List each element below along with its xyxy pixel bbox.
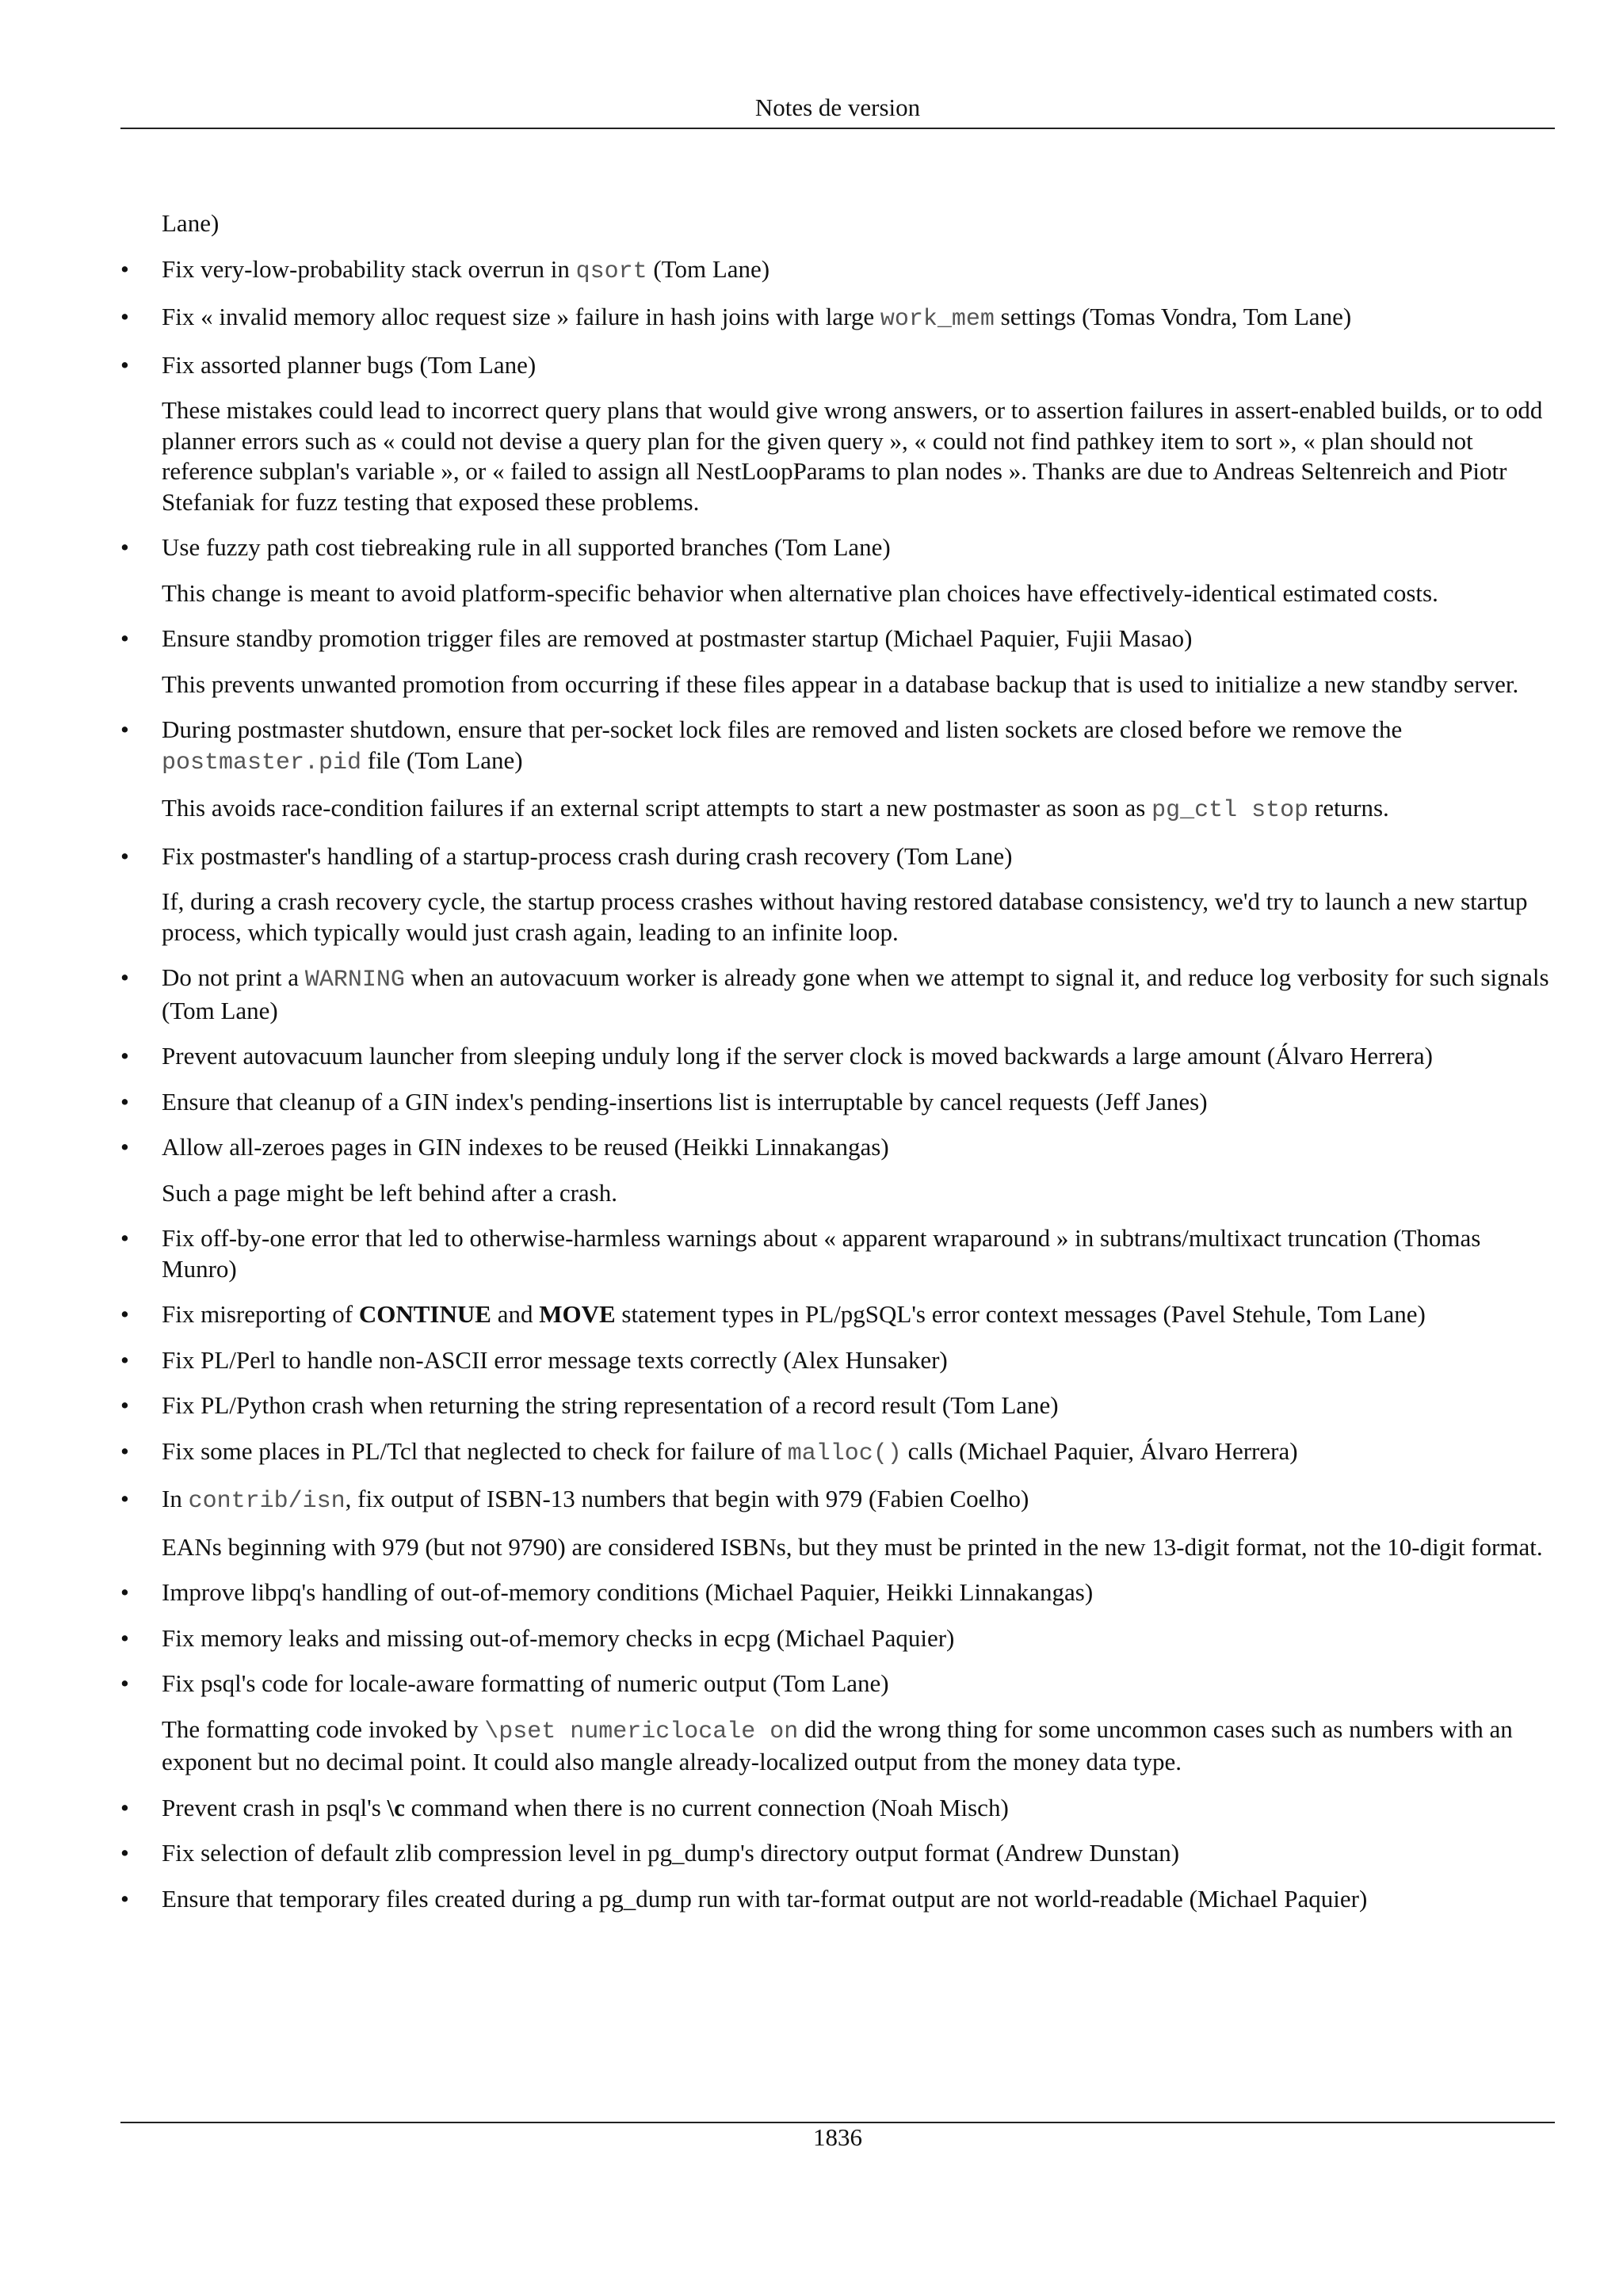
inline-code: WARNING — [304, 967, 405, 994]
bold-term: CONTINUE — [358, 1300, 491, 1328]
text-run: and — [491, 1300, 540, 1328]
inline-code: contrib/isn — [188, 1488, 346, 1515]
item-title — [162, 1669, 1555, 1699]
bullet-icon: • — [120, 1884, 129, 1913]
text-run: Ensure standby promotion trigger files are removed at postmaster startup (Michael Paquier, Fujii Masao) — [162, 624, 1193, 652]
bullet-icon: • — [120, 963, 129, 991]
list-item — [120, 715, 1555, 826]
list-item — [120, 1793, 1555, 1824]
item-description — [162, 793, 1555, 826]
list-item — [120, 841, 1555, 948]
bold-term: \c — [387, 1793, 405, 1821]
header-rule — [120, 128, 1555, 129]
text-run: Fix psql's code for locale-aware formatting of numeric output (Tom Lane) — [162, 1669, 889, 1697]
page-number: 1836 — [813, 2123, 862, 2151]
list-item — [120, 1345, 1555, 1376]
inline-code: postmaster.pid — [162, 749, 362, 776]
bold-term: MOVE — [539, 1300, 616, 1328]
item-title — [162, 841, 1555, 872]
release-notes-list — [120, 254, 1555, 1915]
text-run: Fix PL/Python crash when returning the string representation of a record result (Tom Lane) — [162, 1391, 1059, 1419]
text-run: Fix off-by-one error that led to otherwise-harmless warnings about « apparent wraparound » in subtrans/multixact truncation (Thomas Munro) — [162, 1224, 1481, 1283]
item-title — [162, 1884, 1555, 1915]
inline-code: pg_ctl stop — [1151, 797, 1309, 824]
bullet-icon: • — [120, 1578, 129, 1606]
bullet-icon: • — [120, 1436, 129, 1465]
item-title — [162, 1577, 1555, 1608]
bullet-icon: • — [120, 254, 129, 283]
text-run: The formatting code invoked by — [162, 1714, 485, 1743]
item-description — [162, 669, 1555, 700]
item-description — [162, 1178, 1555, 1209]
bullet-icon: • — [120, 1133, 129, 1161]
text-run: Fix assorted planner bugs (Tom Lane) — [162, 350, 537, 379]
item-title — [162, 532, 1555, 563]
text-run: In — [162, 1485, 189, 1512]
bullet-icon: • — [120, 624, 129, 652]
list-item — [120, 963, 1555, 1026]
text-run: Fix very-low-probability stack overrun in — [162, 254, 576, 283]
text-run: Ensure that cleanup of a GIN index's pending-insertions list is interruptable by cancel requests (Jeff Janes) — [162, 1087, 1208, 1116]
list-item — [120, 1838, 1555, 1869]
text-run: Fix PL/Perl to handle non-ASCII error message texts correctly (Alex Hunsaker) — [162, 1345, 948, 1374]
bullet-icon: • — [120, 1391, 129, 1419]
text-run: Fix some places in PL/Tcl that neglected to check for failure of — [162, 1436, 788, 1465]
item-description — [162, 887, 1555, 948]
list-item — [120, 1884, 1555, 1915]
item-description — [162, 1714, 1555, 1778]
item-title — [162, 1132, 1555, 1163]
bullet-icon: • — [120, 1224, 129, 1252]
text-run: (Tom Lane) — [647, 254, 770, 283]
list-item — [120, 1484, 1555, 1562]
list-item — [120, 254, 1555, 288]
text-run: If, during a crash recovery cycle, the startup process crashes without having restored database consistency, we'd try to launch a new startup process, which typically would just crash again, leading to an infinite loop. — [162, 887, 1528, 946]
item-title — [162, 1299, 1555, 1330]
text-run: This avoids race-condition failures if an external script attempts to start a new postmaster as soon as — [162, 794, 1152, 822]
bullet-icon: • — [120, 1087, 129, 1116]
text-run: Fix misreporting of — [162, 1300, 359, 1328]
item-description — [162, 1532, 1555, 1563]
text-run: Prevent autovacuum launcher from sleeping unduly long if the server clock is moved backwards a large amount (Álvaro Herrera) — [162, 1042, 1433, 1070]
item-title — [162, 1041, 1555, 1072]
item-description — [162, 578, 1555, 609]
text-run: This prevents unwanted promotion from occurring if these files appear in a database backup that is used to initialize a new standby server. — [162, 669, 1519, 698]
item-title — [162, 1345, 1555, 1376]
list-item — [120, 1041, 1555, 1072]
item-title — [162, 1436, 1555, 1470]
item-title — [162, 963, 1555, 1026]
item-description — [162, 395, 1555, 517]
list-item — [120, 1223, 1555, 1284]
item-title — [162, 1793, 1555, 1824]
text-run: These mistakes could lead to incorrect query plans that would give wrong answers, or to assertion failures in assert-enabled builds, or to odd planner errors such as « could not devise a query plan for the given query », « could not find pathkey item to sort », « plan should not reference subplan's variable », or « failed to assign all NestLoopParams to plan nodes ». Thanks are due to Andreas Seltenreich and Piotr Stefaniak for fuzz testing that exposed these problems. — [162, 396, 1543, 516]
text-run: settings (Tomas Vondra, Tom Lane) — [994, 303, 1352, 330]
item-title — [162, 254, 1555, 288]
list-item — [120, 302, 1555, 335]
release-notes-content — [120, 208, 1555, 1929]
text-run: when an autovacuum worker is already gone when we attempt to signal it, and reduce log verbosity for such signals (Tom Lane) — [162, 963, 1549, 1024]
bullet-icon: • — [120, 1839, 129, 1867]
text-run: Improve libpq's handling of out-of-memory conditions (Michael Paquier, Heikki Linnakangas) — [162, 1578, 1094, 1606]
bullet-icon: • — [120, 1623, 129, 1652]
list-item — [120, 624, 1555, 700]
text-run: Allow all-zeroes pages in GIN indexes to be reused (Heikki Linnakangas) — [162, 1133, 889, 1161]
bullet-icon: • — [120, 303, 129, 330]
item-title — [162, 1390, 1555, 1421]
item-title — [162, 1838, 1555, 1869]
text-run: EANs beginning with 979 (but not 9790) are considered ISBNs, but they must be printed in the new 13-digit format, not the 10-digit format. — [162, 1532, 1543, 1561]
text-run: , fix output of ISBN-13 numbers that begin with 979 (Fabien Coelho) — [345, 1485, 1029, 1512]
item-title — [162, 1223, 1555, 1284]
text-run: Prevent crash in psql's — [162, 1793, 388, 1821]
text-run: calls (Michael Paquier, Álvaro Herrera) — [901, 1436, 1298, 1465]
text-run: Use fuzzy path cost tiebreaking rule in all supported branches (Tom Lane) — [162, 533, 891, 561]
bullet-icon: • — [120, 841, 129, 870]
bullet-icon: • — [120, 1042, 129, 1070]
text-run: did the wrong thing for some uncommon cases such as numbers with an exponent but no decimal point. It could also mangle already-localized output from the money data type. — [162, 1714, 1513, 1775]
text-run: Fix memory leaks and missing out-of-memory checks in ecpg (Michael Paquier) — [162, 1623, 955, 1652]
item-title — [162, 350, 1555, 381]
inline-code: malloc() — [787, 1440, 902, 1467]
list-item — [120, 1623, 1555, 1654]
text-run: file (Tom Lane) — [361, 746, 523, 774]
page-header: Notes de version — [754, 93, 921, 121]
bullet-icon: • — [120, 350, 129, 379]
text-run: command when there is no current connection (Noah Misch) — [404, 1793, 1009, 1821]
text-run: returns. — [1308, 794, 1389, 822]
text-run: Fix postmaster's handling of a startup-process crash during crash recovery (Tom Lane) — [162, 841, 1013, 870]
list-item — [120, 1390, 1555, 1421]
item-title — [162, 1087, 1555, 1118]
inline-code: qsort — [575, 257, 647, 285]
bullet-icon: • — [120, 1485, 129, 1512]
list-item — [120, 1132, 1555, 1208]
inline-code: \pset numericlocale on — [484, 1718, 799, 1745]
item-title — [162, 1623, 1555, 1654]
bullet-icon: • — [120, 1669, 129, 1697]
list-item — [120, 350, 1555, 518]
item-title — [162, 302, 1555, 335]
text-run: Such a page might be left behind after a crash. — [162, 1178, 617, 1207]
bullet-icon: • — [120, 1300, 129, 1328]
text-run: Ensure that temporary files created during a pg_dump run with tar-format output are not world-readable (Michael Paquier) — [162, 1884, 1368, 1913]
list-item — [120, 1577, 1555, 1608]
text-run: During postmaster shutdown, ensure that per-socket lock files are removed and listen sockets are closed before we remove the — [162, 715, 1403, 743]
text-run: Fix selection of default zlib compression level in pg_dump's directory output format (Andrew Dunstan) — [162, 1839, 1180, 1867]
item-title — [162, 624, 1555, 654]
list-item — [120, 532, 1555, 608]
item-title — [162, 1484, 1555, 1517]
inline-code: work_mem — [880, 306, 995, 333]
text-run: Do not print a — [162, 963, 305, 991]
list-item — [120, 1669, 1555, 1778]
continuation-text: Lane) — [162, 209, 220, 237]
list-item — [120, 1299, 1555, 1330]
bullet-icon: • — [120, 1345, 129, 1374]
list-item — [120, 1087, 1555, 1118]
bullet-icon: • — [120, 1793, 129, 1821]
list-item — [120, 1436, 1555, 1470]
item-title — [162, 715, 1555, 778]
bullet-icon: • — [120, 715, 129, 743]
text-run: statement types in PL/pgSQL's error context messages (Pavel Stehule, Tom Lane) — [615, 1300, 1426, 1328]
bullet-icon: • — [120, 533, 129, 561]
text-run: This change is meant to avoid platform-specific behavior when alternative plan choices have effectively-identical estimated costs. — [162, 578, 1438, 607]
text-run: Fix « invalid memory alloc request size » failure in hash joins with large — [162, 303, 880, 330]
